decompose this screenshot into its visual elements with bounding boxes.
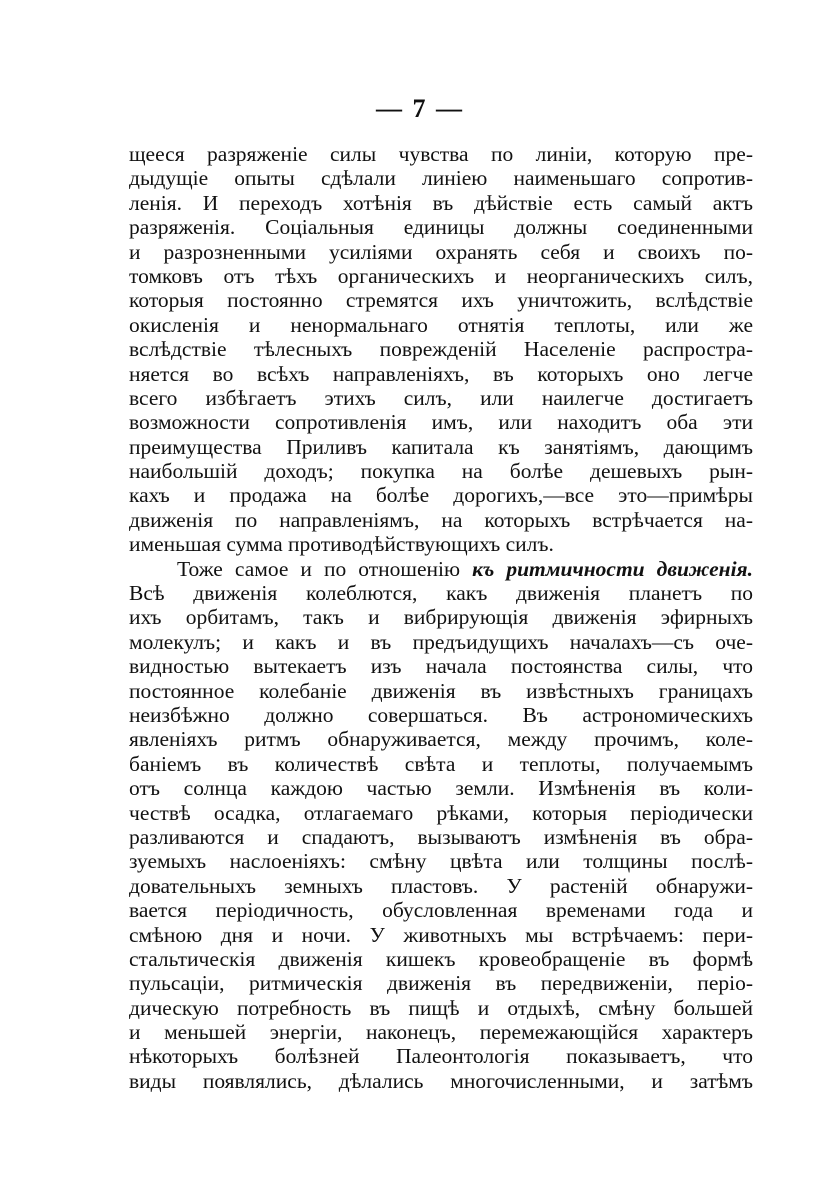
text-line: дическую потребность въ пищѣ и отдыхѣ, смѣну большей xyxy=(129,995,753,1020)
text-line: дыдущіе опыты сдѣлали линіею наименьшаго сопротив- xyxy=(129,166,753,191)
text-line: стальтическія движенія кишекъ кровеобращеніе въ формѣ xyxy=(129,946,753,971)
text-line: чествѣ осадка, отлагаемаго рѣками, которыя періодически xyxy=(129,800,753,825)
paragraph-1 xyxy=(129,142,753,557)
text-line: преимущества Приливъ капитала къ занятіямъ, дающимъ xyxy=(129,434,753,459)
emphasized-phrase: къ ритмичности движенія. xyxy=(472,556,753,581)
page-number: — 7 — xyxy=(376,94,464,123)
text-line: и меньшей энергіи, наконецъ, перемежающійся характеръ xyxy=(129,1020,753,1045)
text-line: движенія по направленіямъ, на которыхъ встрѣчается на- xyxy=(129,507,753,532)
text-line: отъ солнца каждою частью земли. Измѣненія въ коли- xyxy=(129,776,753,801)
text-line: томковъ отъ тѣхъ органическихъ и неорганическихъ силъ, xyxy=(129,263,753,288)
text-line: вслѣдствіе тѣлесныхъ поврежденій Населеніе распростра- xyxy=(129,337,753,362)
text-line: окисленія и ненормальнаго отнятія теплоты, или же xyxy=(129,312,753,337)
text-line: вается періодичность, обусловленная временами года и xyxy=(129,898,753,923)
paragraph-2 xyxy=(129,557,753,1094)
text-line: именьшая сумма противодѣйствующихъ силъ. xyxy=(129,532,554,557)
text-line: смѣною дня и ночи. У животныхъ мы встрѣчаемъ: пери- xyxy=(129,922,753,947)
text-line: зуемыхъ наслоеніяхъ: смѣну цвѣта или толщины послѣ- xyxy=(129,849,753,874)
text-line: ихъ орбитамъ, такъ и вибрирующія движенія эфирныхъ xyxy=(129,605,753,630)
text-line: разряженія. Соціальныя единицы должны соединенными xyxy=(129,215,753,240)
text-line: неизбѣжно должно совершаться. Въ астрономическихъ xyxy=(129,702,753,727)
text-line: молекулъ; и какъ и въ предъидущихъ началахъ—съ оче- xyxy=(129,629,753,654)
text-line: и разрозненными усиліями охранять себя и своихъ по- xyxy=(129,239,753,264)
text-line: няется во всѣхъ направленіяхъ, въ которыхъ оно легче xyxy=(129,361,753,386)
text-line: всего избѣгаетъ этихъ силъ, или наилегче достигаетъ xyxy=(129,385,753,410)
text-line: возможности сопротивленія имъ, или находитъ оба эти xyxy=(129,410,753,435)
text-span: Тоже самое и по отношенію xyxy=(177,556,473,581)
text-line: видностью вытекаетъ изъ начала постоянства силы, что xyxy=(129,654,753,679)
text-line: наибольшій доходъ; покупка на болѣе дешевыхъ рын- xyxy=(129,459,753,484)
text-line: разливаются и спадаютъ, вызываютъ измѣненія въ обра- xyxy=(129,824,753,849)
text-line: довательныхъ земныхъ пластовъ. У растеній обнаружи- xyxy=(129,873,753,898)
text-line: щееся разряженіе силы чувства по линіи, которую пре- xyxy=(129,142,753,166)
text-line: постоянное колебаніе движенія въ извѣстныхъ границахъ xyxy=(129,678,753,703)
text-line: кахъ и продажа на болѣе дорогихъ,—все это—примѣры xyxy=(129,483,753,508)
text-line: Всѣ движенія колеблются, какъ движенія планетъ по xyxy=(129,581,753,606)
page-body xyxy=(129,142,753,1093)
text-line: пульсаціи, ритмическія движенія въ передвиженіи, періо- xyxy=(129,971,753,996)
text-line: виды появлялись, дѣлались многочисленными, и затѣмъ xyxy=(129,1068,753,1093)
text-line: явленіяхъ ритмъ обнаруживается, между прочимъ, коле- xyxy=(129,727,753,752)
text-line: ленія. И переходъ хотѣнія въ дѣйствіе есть самый актъ xyxy=(129,190,753,215)
text-line: баніемъ въ количествѣ свѣта и теплоты, получаемымъ xyxy=(129,751,753,776)
text-line: которыя постоянно стремятся ихъ уничтожить, вслѣдствіе xyxy=(129,288,753,313)
text-line: нѣкоторыхъ болѣзней Палеонтологія показываетъ, что xyxy=(129,1044,753,1069)
text-line xyxy=(129,557,753,581)
